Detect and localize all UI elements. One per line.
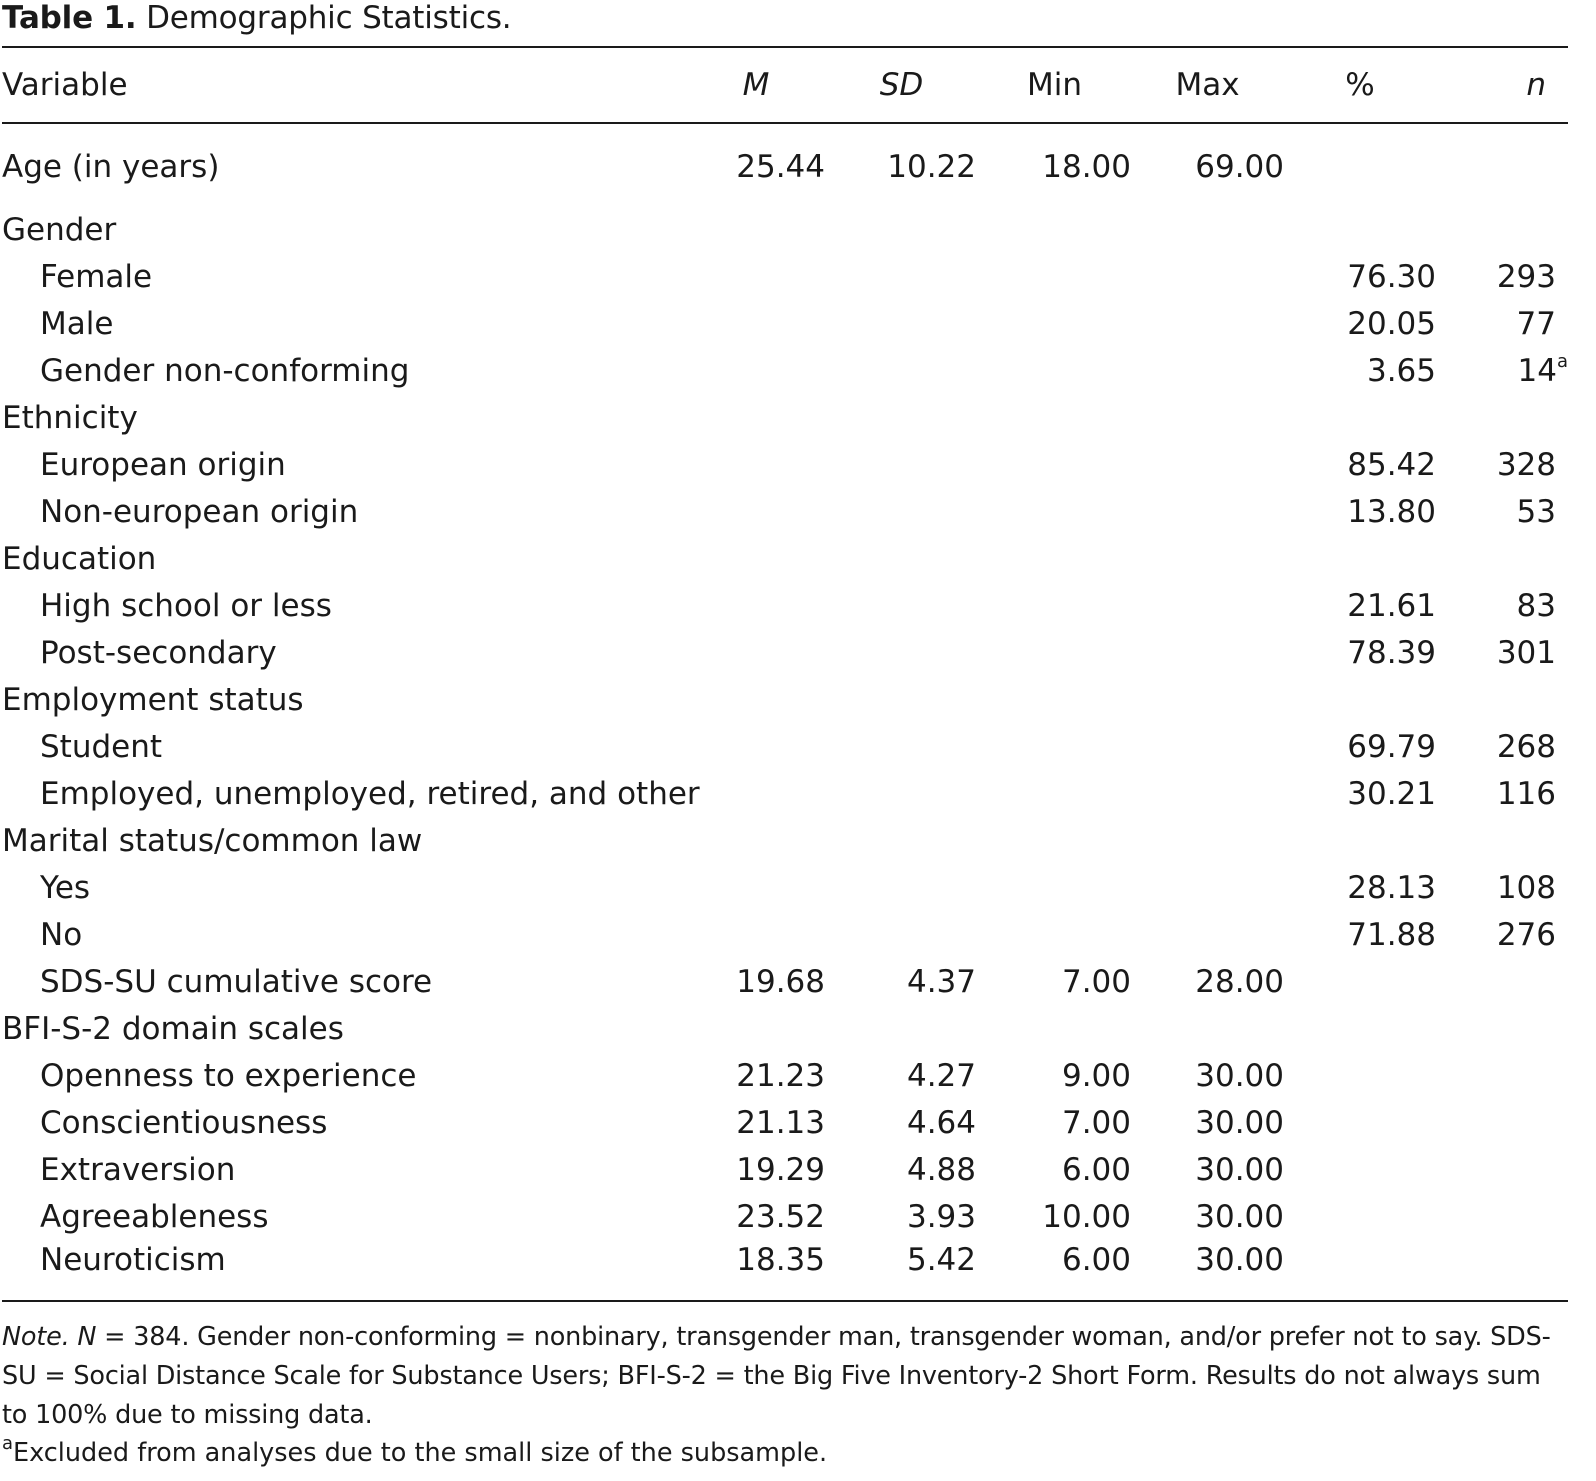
cell-sd xyxy=(825,253,978,300)
cell-percent xyxy=(1284,206,1436,253)
header-variable: Variable xyxy=(2,47,687,123)
cell-max xyxy=(1131,676,1284,723)
cell-min xyxy=(978,1005,1131,1052)
cell-mean: 21.13 xyxy=(736,1104,825,1141)
cell-mean xyxy=(687,770,825,817)
cell-variable: Post-secondary xyxy=(40,634,277,671)
cell-percent: 20.05 xyxy=(1347,305,1436,342)
cell-mean xyxy=(687,582,825,629)
cell-min xyxy=(978,723,1131,770)
table-row xyxy=(2,911,1568,958)
cell-min: 6.00 xyxy=(978,1240,1131,1301)
header-mean: M xyxy=(687,47,825,123)
cell-n: 53 xyxy=(1516,493,1556,530)
cell-mean xyxy=(687,1005,825,1052)
cell-mean xyxy=(687,441,825,488)
cell-n: 301 xyxy=(1496,634,1556,671)
cell-n xyxy=(1436,676,1568,723)
table-row xyxy=(2,817,1568,864)
table-row xyxy=(2,441,1568,488)
cell-sd: 5.42 xyxy=(825,1240,978,1301)
cell-mean xyxy=(687,488,825,535)
demographic-table xyxy=(2,46,1568,1302)
cell-percent xyxy=(1284,1193,1436,1240)
cell-sd xyxy=(825,676,978,723)
cell-variable: Conscientiousness xyxy=(40,1104,328,1141)
cell-sd: 4.27 xyxy=(906,1057,976,1094)
cell-n: 293 xyxy=(1496,258,1556,295)
cell-max xyxy=(1131,206,1284,253)
cell-max xyxy=(1131,300,1284,347)
cell-min: 18.00 xyxy=(1042,149,1131,185)
cell-max xyxy=(1131,864,1284,911)
cell-min xyxy=(978,770,1131,817)
table-title: Demographic Statistics. xyxy=(146,0,512,36)
cell-percent: 28.13 xyxy=(1347,869,1436,906)
cell-mean xyxy=(687,911,825,958)
cell-mean xyxy=(687,864,825,911)
cell-max: 30.00 xyxy=(1195,1057,1284,1094)
cell-min: 6.00 xyxy=(1061,1151,1131,1188)
cell-percent xyxy=(1284,1240,1436,1301)
cell-variable: Marital status/common law xyxy=(2,822,423,859)
table-row xyxy=(2,723,1568,770)
cell-percent xyxy=(1284,1005,1436,1052)
cell-percent xyxy=(1284,817,1436,864)
cell-mean xyxy=(687,629,825,676)
cell-sd xyxy=(825,347,978,394)
note-text: = 384. Gender non-conforming = nonbinary, transgender man, transgender woman, and/or prefer not to say. SDS-SU = Social Distance Scale for Substance Users; BFI-S-2 = the Big Five Inventory-2 Short Form. Results do not always sum to 100% due to missing data. xyxy=(2,1322,1551,1430)
cell-max xyxy=(1131,582,1284,629)
cell-variable: No xyxy=(40,916,83,953)
cell-variable: Male xyxy=(40,305,114,342)
cell-n xyxy=(1436,958,1568,1005)
cell-n: 276 xyxy=(1496,916,1556,953)
cell-sd xyxy=(825,817,978,864)
cell-max xyxy=(1131,770,1284,817)
cell-n xyxy=(1436,1005,1568,1052)
cell-min xyxy=(978,300,1131,347)
header-row xyxy=(2,47,1568,123)
cell-max: 69.00 xyxy=(1195,149,1284,185)
table-row xyxy=(2,582,1568,629)
cell-percent: 78.39 xyxy=(1347,634,1436,671)
cell-mean xyxy=(687,206,825,253)
cell-variable: Openness to experience xyxy=(40,1057,417,1094)
cell-sd: 4.64 xyxy=(906,1104,976,1141)
cell-variable: European origin xyxy=(40,446,286,483)
cell-variable: Education xyxy=(2,540,157,577)
table-row xyxy=(2,676,1568,723)
cell-mean xyxy=(687,676,825,723)
cell-variable: Female xyxy=(40,258,153,295)
cell-percent: 69.79 xyxy=(1347,728,1436,765)
cell-max xyxy=(1131,723,1284,770)
cell-min xyxy=(978,394,1131,441)
cell-max xyxy=(1131,394,1284,441)
cell-n: 83 xyxy=(1516,587,1556,624)
header-max: Max xyxy=(1131,47,1284,123)
cell-variable: SDS-SU cumulative score xyxy=(40,963,433,1000)
cell-sd: 4.88 xyxy=(906,1151,976,1188)
cell-percent xyxy=(1284,958,1436,1005)
cell-n: 116 xyxy=(1496,775,1556,812)
table-row xyxy=(2,394,1568,441)
cell-percent xyxy=(1284,1099,1436,1146)
footnote-text: Excluded from analyses due to the small size of the subsample. xyxy=(13,1438,828,1468)
cell-max xyxy=(1131,347,1284,394)
cell-n xyxy=(1436,1193,1568,1240)
cell-percent xyxy=(1284,123,1436,206)
table-row xyxy=(2,1193,1568,1240)
cell-variable: Ethnicity xyxy=(2,399,138,436)
cell-n xyxy=(1436,1240,1568,1301)
cell-max xyxy=(1131,441,1284,488)
cell-percent xyxy=(1284,676,1436,723)
cell-min xyxy=(978,676,1131,723)
cell-mean: 21.23 xyxy=(736,1057,825,1094)
table-row xyxy=(2,1240,1568,1301)
cell-min xyxy=(978,864,1131,911)
cell-max: 30.00 xyxy=(1195,1151,1284,1188)
table-footnote xyxy=(2,1435,1572,1471)
cell-min xyxy=(978,535,1131,582)
header-percent: % xyxy=(1284,47,1436,123)
cell-n xyxy=(1436,817,1568,864)
cell-n xyxy=(1436,535,1568,582)
table-row xyxy=(2,488,1568,535)
cell-percent xyxy=(1284,535,1436,582)
cell-max: 30.00 xyxy=(1195,1198,1284,1235)
cell-variable: Gender non-conforming xyxy=(40,352,410,389)
cell-percent: 71.88 xyxy=(1347,916,1436,953)
cell-sd xyxy=(825,488,978,535)
cell-percent xyxy=(1284,394,1436,441)
cell-variable: Employment status xyxy=(2,681,304,718)
footnote-ref: a xyxy=(1556,350,1568,372)
cell-min: 7.00 xyxy=(1061,1104,1131,1141)
cell-mean xyxy=(687,347,825,394)
cell-min xyxy=(978,582,1131,629)
cell-max: 28.00 xyxy=(1195,963,1284,1000)
cell-variable: Non-european origin xyxy=(40,493,359,530)
cell-sd xyxy=(825,394,978,441)
cell-min: 10.00 xyxy=(1042,1198,1131,1235)
cell-percent: 30.21 xyxy=(1347,775,1436,812)
cell-variable: Student xyxy=(40,728,163,765)
cell-sd xyxy=(825,206,978,253)
cell-n xyxy=(1436,347,1568,394)
table-row xyxy=(2,1146,1568,1193)
cell-percent: 85.42 xyxy=(1347,446,1436,483)
cell-variable: Agreeableness xyxy=(40,1198,269,1235)
cell-sd: 10.22 xyxy=(887,149,976,185)
cell-sd xyxy=(825,535,978,582)
cell-max xyxy=(1131,629,1284,676)
cell-variable: Neuroticism xyxy=(2,1240,687,1301)
cell-max xyxy=(1131,488,1284,535)
cell-mean: 19.68 xyxy=(736,963,825,1000)
cell-min xyxy=(978,629,1131,676)
cell-n xyxy=(1436,1052,1568,1099)
cell-max xyxy=(1131,817,1284,864)
table-row xyxy=(2,864,1568,911)
cell-sd xyxy=(825,911,978,958)
cell-sd xyxy=(825,723,978,770)
cell-n xyxy=(1436,206,1568,253)
cell-variable: BFI-S-2 domain scales xyxy=(2,1010,344,1047)
cell-n xyxy=(1436,123,1568,206)
cell-max: 30.00 xyxy=(1195,1104,1284,1141)
cell-min xyxy=(978,253,1131,300)
cell-sd xyxy=(825,582,978,629)
cell-sd: 4.37 xyxy=(906,963,976,1000)
cell-mean xyxy=(687,300,825,347)
cell-n: 77 xyxy=(1516,305,1556,342)
cell-min xyxy=(978,488,1131,535)
cell-mean xyxy=(687,535,825,582)
cell-variable: Gender xyxy=(2,211,117,248)
cell-n: 268 xyxy=(1496,728,1556,765)
cell-mean: 25.44 xyxy=(736,149,825,185)
table-row xyxy=(2,300,1568,347)
cell-percent: 3.65 xyxy=(1366,352,1436,389)
cell-mean xyxy=(687,394,825,441)
cell-mean xyxy=(687,253,825,300)
cell-variable: Age (in years) xyxy=(2,149,220,185)
table-row xyxy=(2,1005,1568,1052)
cell-mean: 18.35 xyxy=(687,1240,825,1301)
cell-sd xyxy=(825,300,978,347)
cell-sd xyxy=(825,1005,978,1052)
table-row xyxy=(2,1099,1568,1146)
table-row xyxy=(2,535,1568,582)
cell-min xyxy=(978,911,1131,958)
cell-variable: Extraversion xyxy=(40,1151,236,1188)
cell-percent: 21.61 xyxy=(1347,587,1436,624)
header-min: Min xyxy=(978,47,1131,123)
cell-max xyxy=(1131,911,1284,958)
cell-min xyxy=(978,206,1131,253)
cell-sd: 3.93 xyxy=(906,1198,976,1235)
cell-min xyxy=(978,817,1131,864)
note-n-symbol: N xyxy=(77,1322,97,1352)
table-number: Table 1. xyxy=(2,0,137,36)
table-row xyxy=(2,123,1568,206)
cell-sd xyxy=(825,864,978,911)
cell-n xyxy=(1436,1099,1568,1146)
header-sd: SD xyxy=(825,47,978,123)
cell-percent: 76.30 xyxy=(1347,258,1436,295)
cell-sd xyxy=(825,441,978,488)
cell-mean: 23.52 xyxy=(736,1198,825,1235)
cell-max xyxy=(1131,1005,1284,1052)
table-row xyxy=(2,206,1568,253)
table-note xyxy=(2,1318,1572,1435)
cell-max xyxy=(1131,535,1284,582)
table-body xyxy=(2,123,1568,1301)
cell-min: 9.00 xyxy=(1061,1057,1131,1094)
cell-percent: 13.80 xyxy=(1347,493,1436,530)
cell-n: 328 xyxy=(1496,446,1556,483)
cell-variable: Employed, unemployed, retired, and other xyxy=(40,775,700,812)
cell-percent xyxy=(1284,1052,1436,1099)
table-row xyxy=(2,347,1568,394)
table-row xyxy=(2,253,1568,300)
cell-sd xyxy=(825,629,978,676)
table-row xyxy=(2,958,1568,1005)
cell-variable: Yes xyxy=(40,869,91,906)
table-row xyxy=(2,629,1568,676)
cell-mean: 19.29 xyxy=(736,1151,825,1188)
table-row xyxy=(2,1052,1568,1099)
cell-n-value: 14 xyxy=(1517,352,1557,389)
cell-max: 30.00 xyxy=(1131,1240,1284,1301)
cell-min: 7.00 xyxy=(1061,963,1131,1000)
footnote-marker: a xyxy=(2,1433,14,1454)
cell-min xyxy=(978,441,1131,488)
note-label: Note. xyxy=(2,1322,70,1352)
table-row xyxy=(2,770,1568,817)
cell-n xyxy=(1436,1146,1568,1193)
cell-sd xyxy=(825,770,978,817)
cell-n xyxy=(1436,394,1568,441)
cell-percent xyxy=(1284,1146,1436,1193)
cell-mean xyxy=(687,723,825,770)
cell-mean xyxy=(687,817,825,864)
cell-variable: High school or less xyxy=(40,587,332,624)
table-caption xyxy=(2,0,1572,46)
cell-min xyxy=(978,347,1131,394)
header-n: n xyxy=(1436,47,1568,123)
cell-n: 108 xyxy=(1496,869,1556,906)
cell-max xyxy=(1131,253,1284,300)
